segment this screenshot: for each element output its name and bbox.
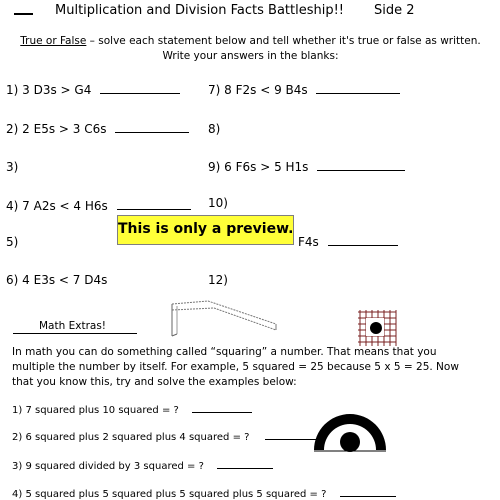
answer-blank[interactable] — [317, 160, 405, 171]
problem-number: 2) — [12, 432, 23, 443]
statement-number: 7) — [208, 83, 221, 97]
statement-number: 8) — [208, 122, 221, 136]
math-extras-heading: Math Extras! — [39, 320, 106, 332]
answer-blank[interactable] — [192, 403, 252, 413]
statement-text: 3 D3s > G4 — [22, 83, 92, 97]
statement-number: 10) — [208, 196, 228, 210]
extras-problem-1 — [12, 403, 252, 416]
problem-text: 7 squared plus 10 squared = ? — [25, 405, 179, 416]
preview-banner: This is only a preview. — [117, 215, 294, 245]
statement-number: 4) — [6, 199, 19, 213]
extras-paragraph: In math you can do something called “squaring” a number. That means that you multiple the number by itself. For example, 5 squared = 25 because 5 x 5 = 25. Now that you know this, try and solve the examples below: — [12, 346, 459, 388]
statement-number: 1) — [6, 83, 19, 97]
answer-blank[interactable] — [217, 459, 273, 469]
statement-6 — [6, 273, 107, 287]
answer-blank[interactable] — [328, 235, 398, 246]
statement-9 — [208, 160, 405, 174]
statement-11 — [298, 235, 398, 249]
statement-7 — [208, 83, 400, 97]
answer-blank[interactable] — [316, 83, 400, 94]
statement-number: 5) — [6, 235, 19, 249]
target-grid-icon — [356, 308, 398, 348]
statement-12 — [208, 273, 228, 287]
bracket-sketch-icon — [168, 296, 278, 340]
statement-number: 12) — [208, 273, 228, 287]
extras-problem-2 — [12, 430, 317, 443]
statement-8 — [208, 122, 220, 136]
statement-text: 8 F2s < 9 B4s — [224, 83, 308, 97]
problem-text: 9 squared divided by 3 squared = ? — [25, 461, 204, 472]
statement-number: 3) — [6, 160, 19, 174]
statement-text: F4s — [298, 235, 319, 249]
page-title — [55, 3, 415, 18]
statement-text: 6 F6s > 5 H1s — [224, 160, 309, 174]
title-text: Multiplication and Division Facts Battleship!! — [55, 3, 345, 18]
side-label: Side 2 — [374, 3, 415, 18]
instructions — [18, 34, 483, 64]
answer-blank[interactable] — [115, 122, 189, 133]
statement-number: 9) — [208, 160, 221, 174]
problem-number: 4) — [12, 489, 23, 500]
statement-10 — [208, 196, 228, 210]
statement-4 — [6, 199, 191, 213]
statement-text: 2 E5s > 3 C6s — [22, 122, 107, 136]
statement-3 — [6, 160, 18, 174]
problem-text: 5 squared plus 5 squared plus 5 squared plus 5 squared = ? — [25, 489, 327, 500]
answer-blank[interactable] — [100, 83, 180, 94]
problem-number: 3) — [12, 461, 23, 472]
half-eye-icon — [312, 408, 388, 454]
statement-number: 6) — [6, 273, 19, 287]
problem-text: 6 squared plus 2 squared plus 4 squared = ? — [25, 432, 250, 443]
statement-2 — [6, 122, 189, 136]
statement-5 — [6, 235, 18, 249]
answer-blank[interactable] — [265, 430, 317, 440]
extras-problem-3 — [12, 459, 273, 472]
extras-problem-4 — [12, 487, 396, 500]
problem-number: 1) — [12, 405, 23, 416]
statement-text: 7 A2s < 4 H6s — [22, 199, 108, 213]
answer-blank[interactable] — [117, 199, 191, 210]
instructions-lead: True or False — [20, 35, 87, 47]
instructions-text: – solve each statement below and tell whether it's true or false as written. Write your answers in the blanks: — [86, 35, 481, 62]
statement-number: 2) — [6, 122, 19, 136]
statement-1 — [6, 83, 180, 97]
answer-blank[interactable] — [340, 487, 396, 497]
statement-text: 4 E3s < 7 D4s — [22, 273, 108, 287]
heading-underline — [13, 333, 137, 334]
title-decor-line — [14, 13, 33, 15]
